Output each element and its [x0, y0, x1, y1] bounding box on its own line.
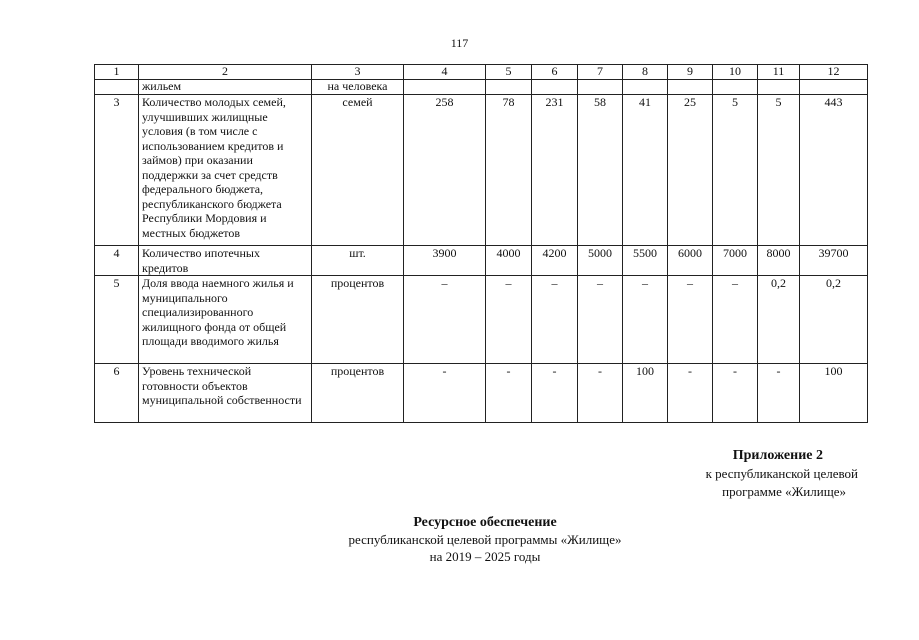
value-cell: -	[578, 364, 623, 423]
appendix-title: Приложение 2	[732, 448, 823, 463]
header-row	[95, 65, 868, 80]
appendix-subtitle: программе «Жилище»	[722, 484, 846, 499]
value-cell: 100	[623, 364, 668, 423]
table-row	[95, 364, 868, 423]
value-cell: 78	[486, 95, 532, 246]
value-cell: 6000	[668, 246, 713, 276]
table-cell	[668, 80, 713, 95]
header-cell: 4	[404, 65, 486, 80]
appendix-block	[706, 447, 858, 501]
table-cell	[800, 80, 868, 95]
value-cell: –	[713, 276, 758, 364]
table-cell	[532, 80, 578, 95]
value-cell: 5500	[623, 246, 668, 276]
value-cell: -	[486, 364, 532, 423]
table-row	[95, 246, 868, 276]
indicator-name: Количество ипотечных кредитов	[139, 246, 312, 276]
table-cell: жильем	[139, 80, 312, 95]
value-cell: –	[486, 276, 532, 364]
table-cell	[404, 80, 486, 95]
table-cell	[623, 80, 668, 95]
resource-period: на 2019 – 2025 годы	[429, 549, 541, 564]
value-cell: –	[532, 276, 578, 364]
value-cell: 443	[800, 95, 868, 246]
indicator-name: Доля ввода наемного жилья и муниципального специализированного жилищного фонда от общей площади вводимого жилья	[139, 276, 312, 364]
indicator-name: Уровень технической готовности объектов муниципальной собственности	[139, 364, 312, 423]
value-cell: 5	[758, 95, 800, 246]
value-cell: -	[668, 364, 713, 423]
row-number: 5	[95, 276, 139, 364]
table-row	[95, 95, 868, 246]
value-cell: 258	[404, 95, 486, 246]
value-cell: –	[623, 276, 668, 364]
value-cell: 0,2	[758, 276, 800, 364]
resource-subtitle: республиканской целевой программы «Жилище»	[348, 532, 622, 547]
table-cell	[95, 80, 139, 95]
value-cell: 100	[800, 364, 868, 423]
value-cell: 7000	[713, 246, 758, 276]
table-row	[95, 276, 868, 364]
value-cell: 41	[623, 95, 668, 246]
value-cell: 231	[532, 95, 578, 246]
table-cell: на человека	[312, 80, 404, 95]
row-number: 3	[95, 95, 139, 246]
table-cell	[578, 80, 623, 95]
header-cell: 6	[532, 65, 578, 80]
indicators-table	[94, 64, 868, 423]
value-cell: 3900	[404, 246, 486, 276]
unit-cell: процентов	[312, 364, 404, 423]
value-cell: 39700	[800, 246, 868, 276]
row-number: 6	[95, 364, 139, 423]
appendix-subtitle: к республиканской целевой	[705, 466, 858, 481]
value-cell: –	[578, 276, 623, 364]
value-cell: –	[404, 276, 486, 364]
value-cell: -	[532, 364, 578, 423]
value-cell: 58	[578, 95, 623, 246]
resource-title: Ресурсное обеспечение	[413, 515, 557, 530]
value-cell: -	[758, 364, 800, 423]
table-cell	[713, 80, 758, 95]
header-cell: 7	[578, 65, 623, 80]
header-cell: 10	[713, 65, 758, 80]
header-cell: 12	[800, 65, 868, 80]
header-cell: 5	[486, 65, 532, 80]
value-cell: 25	[668, 95, 713, 246]
table-cell	[486, 80, 532, 95]
row-number: 4	[95, 246, 139, 276]
page-number: 117	[450, 36, 469, 50]
value-cell: 8000	[758, 246, 800, 276]
unit-cell: процентов	[312, 276, 404, 364]
header-cell: 9	[668, 65, 713, 80]
header-cell: 3	[312, 65, 404, 80]
value-cell: 4000	[486, 246, 532, 276]
resource-heading	[290, 514, 680, 565]
value-cell: 4200	[532, 246, 578, 276]
continuation-row	[95, 80, 868, 95]
unit-cell: шт.	[312, 246, 404, 276]
header-cell: 2	[139, 65, 312, 80]
value-cell: -	[404, 364, 486, 423]
value-cell: 0,2	[800, 276, 868, 364]
header-cell: 11	[758, 65, 800, 80]
value-cell: –	[668, 276, 713, 364]
header-cell: 8	[623, 65, 668, 80]
value-cell: 5000	[578, 246, 623, 276]
indicator-name: Количество молодых семей, улучшивших жилищные условия (в том числе с использованием кредитов и займов) при оказании поддержки за счет средств федерального бюджета, республиканского бюджета Республики Мордовия и местных бюджетов	[139, 95, 312, 246]
value-cell: 5	[713, 95, 758, 246]
unit-cell: семей	[312, 95, 404, 246]
header-cell: 1	[95, 65, 139, 80]
table-cell	[758, 80, 800, 95]
value-cell: -	[713, 364, 758, 423]
